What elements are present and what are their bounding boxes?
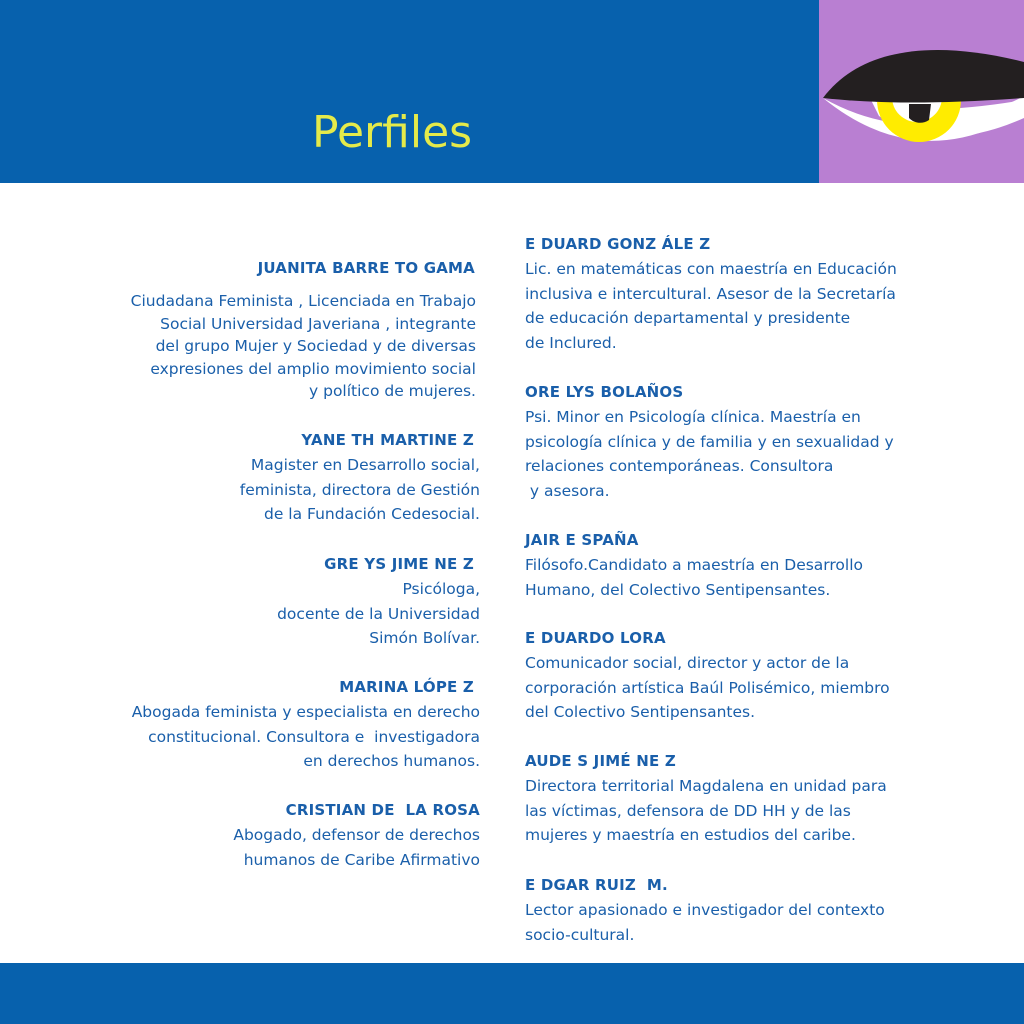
profile-cristian (60, 800, 480, 872)
page-title: Perfiles (312, 107, 473, 158)
profile-name: ORE LYS BOLAÑOS (525, 383, 684, 401)
footer-banner (0, 963, 1024, 1024)
profile-eduardo (525, 628, 995, 725)
profile-name: E DUARDO LORA (525, 629, 666, 647)
profile-juanita (60, 258, 480, 403)
profile-name: E DUARD GONZ ÁLE Z (525, 235, 711, 253)
profile-name: JUANITA BARRE TO GAMA (257, 259, 475, 277)
profile-eduard (525, 234, 995, 355)
profile-name: AUDE S JIMÉ NE Z (525, 752, 676, 770)
profile-description: Abogado, defensor de derechos humanos de Caribe Afirmativo (233, 826, 480, 869)
profile-greys (60, 554, 480, 651)
header-banner (0, 0, 819, 183)
profile-name: CRISTIAN DE LA ROSA (285, 801, 480, 819)
profile-jair (525, 530, 995, 602)
profile-name: E DGAR RUIZ M. (525, 876, 668, 894)
profile-description: Filósofo.Candidato a maestría en Desarrollo Humano, del Colectivo Sentipensantes. (525, 556, 864, 599)
profile-name: JAIR E SPAÑA (525, 531, 639, 549)
eye-icon (819, 0, 1024, 183)
profile-description: Magister en Desarrollo social, feminista, directora de Gestión de la Fundación Cedesocial. (239, 456, 480, 523)
profile-description: Psi. Minor en Psicología clínica. Maestría en psicología clínica y de familia y en sexualidad y relaciones contemporáneas. Consultora y asesora. (525, 408, 894, 500)
profile-marina (60, 677, 480, 774)
profile-audes (525, 751, 995, 848)
profile-description: Lector apasionado e investigador del contexto socio-cultural. (525, 901, 885, 944)
profile-description: Abogada feminista y especialista en derecho constitucional. Consultora e investigadora en derechos humanos. (131, 703, 480, 770)
profile-name: YANE TH MARTINE Z (301, 431, 474, 449)
profile-name: MARINA LÓPE Z (339, 678, 474, 696)
profile-description: Comunicador social, director y actor de la corporación artística Baúl Polisémico, miembro del Colectivo Sentipensantes. (525, 654, 890, 721)
profile-description: Directora territorial Magdalena en unidad para las víctimas, defensora de DD HH y de las mujeres y maestría en estudios del caribe. (525, 777, 887, 844)
profile-orelys (525, 382, 995, 503)
profile-edgar (525, 875, 995, 947)
profile-name: GRE YS JIME NE Z (324, 555, 474, 573)
profile-yaneth (60, 430, 480, 527)
eye-illustration (819, 0, 1024, 183)
profile-description: Ciudadana Feminista , Licenciada en Trabajo Social Universidad Javeriana , integrante del grupo Mujer y Sociedad y de diversas expresiones del amplio movimiento social y político de mujeres. (130, 292, 476, 400)
profile-description: Psicóloga, docente de la Universidad Simón Bolívar. (277, 580, 480, 647)
profile-description: Lic. en matemáticas con maestría en Educación inclusiva e intercultural. Asesor de la Secretaría de educación departamental y presidente de Inclured. (525, 260, 897, 352)
